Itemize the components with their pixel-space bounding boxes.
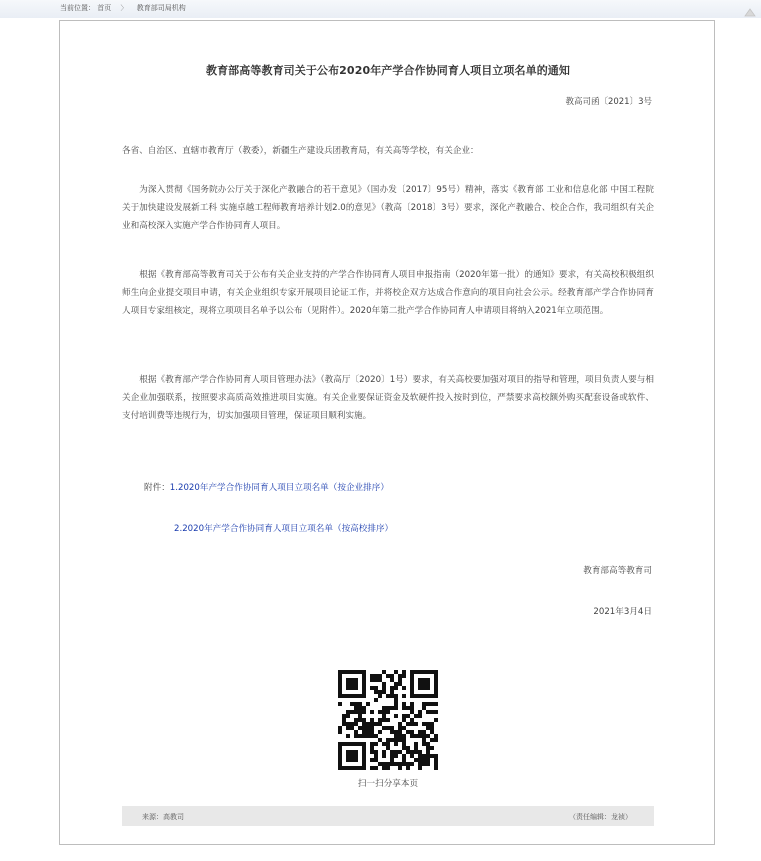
attachment-row-2 <box>174 522 393 534</box>
issue-date: 2021年3月4日 <box>593 607 652 617</box>
attachments-label: 附件： <box>144 483 170 493</box>
article-container <box>59 20 715 845</box>
article-footer <box>122 806 654 826</box>
article-title: 教育部高等教育司关于公布2020年产学合作协同育人项目立项名单的通知 <box>205 64 570 77</box>
scroll-up-arrow-icon[interactable] <box>743 6 757 20</box>
paragraph-3: 根据《教育部产学合作协同育人项目管理办法》（教高厅〔2020〕1号）要求，有关高校要加强对项目的指导和管理，项目负责人要与相关企业加强联系，按照要求高质高效推进项目实施。有关企业要保证资金及软硬件投入按时到位，严禁要求高校额外购买配套设备或软件、支付培训费等违规行为，切实加强项目管理，保证项目顺利实施。 <box>122 375 654 421</box>
source-label: 来源：高教司 <box>142 813 184 821</box>
paragraph-1: 为深入贯彻《国务院办公厅关于深化产教融合的若干意见》（国办发〔2017〕95号）精神，落实《教育部 工业和信息化部 中国工程院关于加快建设发展新工科 实施卓越工程师教育培养计划2.0的意见》（教高〔2018〕3号）要求，深化产教融合、校企合作，我司组织有关企业和高校深入实施产学合作协同育人项目。 <box>122 185 654 231</box>
issuer-signature: 教育部高等教育司 <box>583 566 652 576</box>
breadcrumb-home-link[interactable]: 首页 <box>97 4 112 12</box>
breadcrumb-separator: 〉 <box>120 4 128 12</box>
paragraph-2: 根据《教育部高等教育司关于公布有关企业支持的产学合作协同育人项目申报指南（2020年第一批）的通知》要求，有关高校积极组织师生向企业提交项目申请，有关企业组织专家开展项目论证工作，并将校企双方达成合作意向的项目向社会公示。经教育部产学合作协同育人项目专家组核定，现将立项项目名单予以公布（见附件）。2020年第二批产学合作协同育人申请项目将纳入2021年立项范围。 <box>122 270 654 316</box>
qr-code <box>338 670 438 770</box>
document-number: 教高司函〔2021〕3号 <box>565 97 652 107</box>
breadcrumb-label: 当前位置： <box>60 4 95 12</box>
attachment-row-1 <box>144 481 389 493</box>
attachment-link-1[interactable]: 1.2020年产学合作协同育人项目立项名单（按企业排序） <box>169 483 389 493</box>
breadcrumb <box>60 3 186 13</box>
qr-caption: 扫一扫分享本页 <box>357 779 419 789</box>
top-bar <box>0 0 761 18</box>
breadcrumb-current-link[interactable]: 教育部司局机构 <box>136 4 186 12</box>
attachment-link-2[interactable]: 2.2020年产学合作协同育人项目立项名单（按高校排序） <box>174 524 394 534</box>
editor-label: （责任编辑：龙祯） <box>569 813 632 821</box>
salutation: 各省、自治区、直辖市教育厅（教委），新疆生产建设兵团教育局，有关高等学校，有关企业： <box>122 146 479 156</box>
